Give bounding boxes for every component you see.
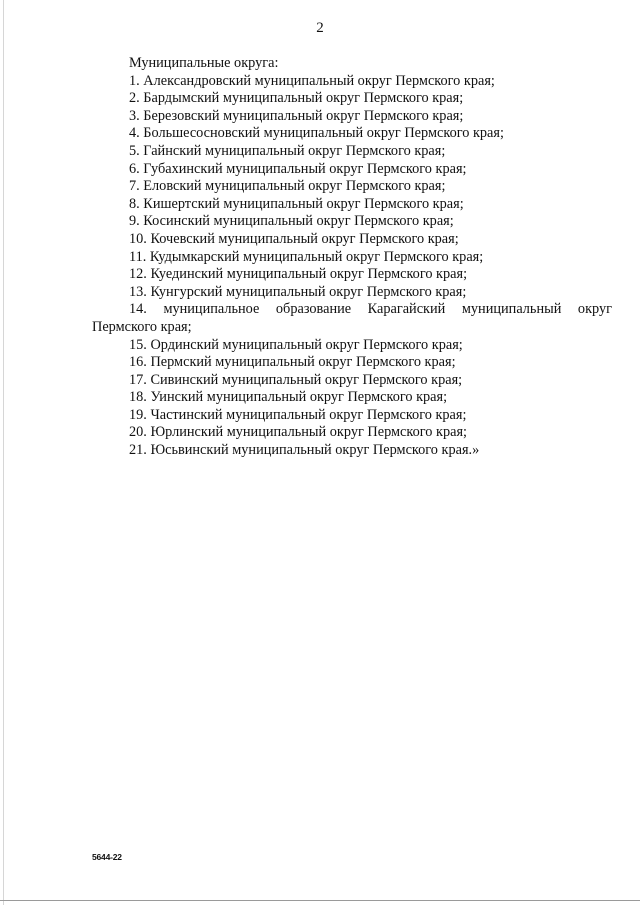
list-item: 18. Уинский муниципальный округ Пермского края; — [129, 389, 448, 406]
municipal-districts-list — [92, 73, 612, 460]
list-item: 6. Губахинский муниципальный округ Пермского края; — [129, 160, 467, 177]
list-item: 3. Березовский муниципальный округ Пермского края; — [129, 107, 464, 124]
list-item: 2. Бардымский муниципальный округ Пермского края; — [129, 90, 464, 107]
list-item: 21. Юсьвинский муниципальный округ Пермского края.» — [129, 442, 480, 459]
list-item: 20. Юрлинский муниципальный округ Пермского края; — [129, 424, 467, 441]
document-code: 5644-22 — [92, 852, 122, 862]
list-item: 15. Ординский муниципальный округ Пермского края; — [129, 336, 463, 353]
list-item: 5. Гайнский муниципальный округ Пермского края; — [129, 142, 446, 159]
list-item: 9. Косинский муниципальный округ Пермского края; — [129, 213, 454, 230]
document-body — [92, 55, 612, 460]
list-item: 11. Кудымкарский муниципальный округ Пермского края; — [129, 248, 484, 265]
list-item: 4. Большесосновский муниципальный округ Пермского края; — [129, 125, 504, 142]
list-item: 8. Кишертский муниципальный округ Пермского края; — [129, 195, 464, 212]
list-item: 16. Пермский муниципальный округ Пермского края; — [129, 354, 456, 371]
page-number: 2 — [316, 20, 324, 36]
list-heading: Муниципальные округа: — [129, 55, 279, 71]
list-item: 10. Кочевский муниципальный округ Пермского края; — [129, 230, 459, 247]
list-item: 1. Александровский муниципальный округ Пермского края; — [129, 72, 495, 89]
list-item: 14. муниципальное образование Карагайский муниципальный округ Пермского края; — [92, 301, 612, 335]
list-item: 13. Кунгурский муниципальный округ Пермского края; — [129, 283, 467, 300]
list-item: 17. Сивинский муниципальный округ Пермского края; — [129, 371, 463, 388]
list-item: 12. Куединский муниципальный округ Пермского края; — [129, 266, 468, 283]
scan-edge-bottom — [0, 900, 640, 901]
list-item: 19. Частинский муниципальный округ Пермского края; — [129, 406, 467, 423]
list-item: 7. Еловский муниципальный округ Пермского края; — [129, 178, 446, 195]
scan-edge-left — [3, 0, 4, 905]
